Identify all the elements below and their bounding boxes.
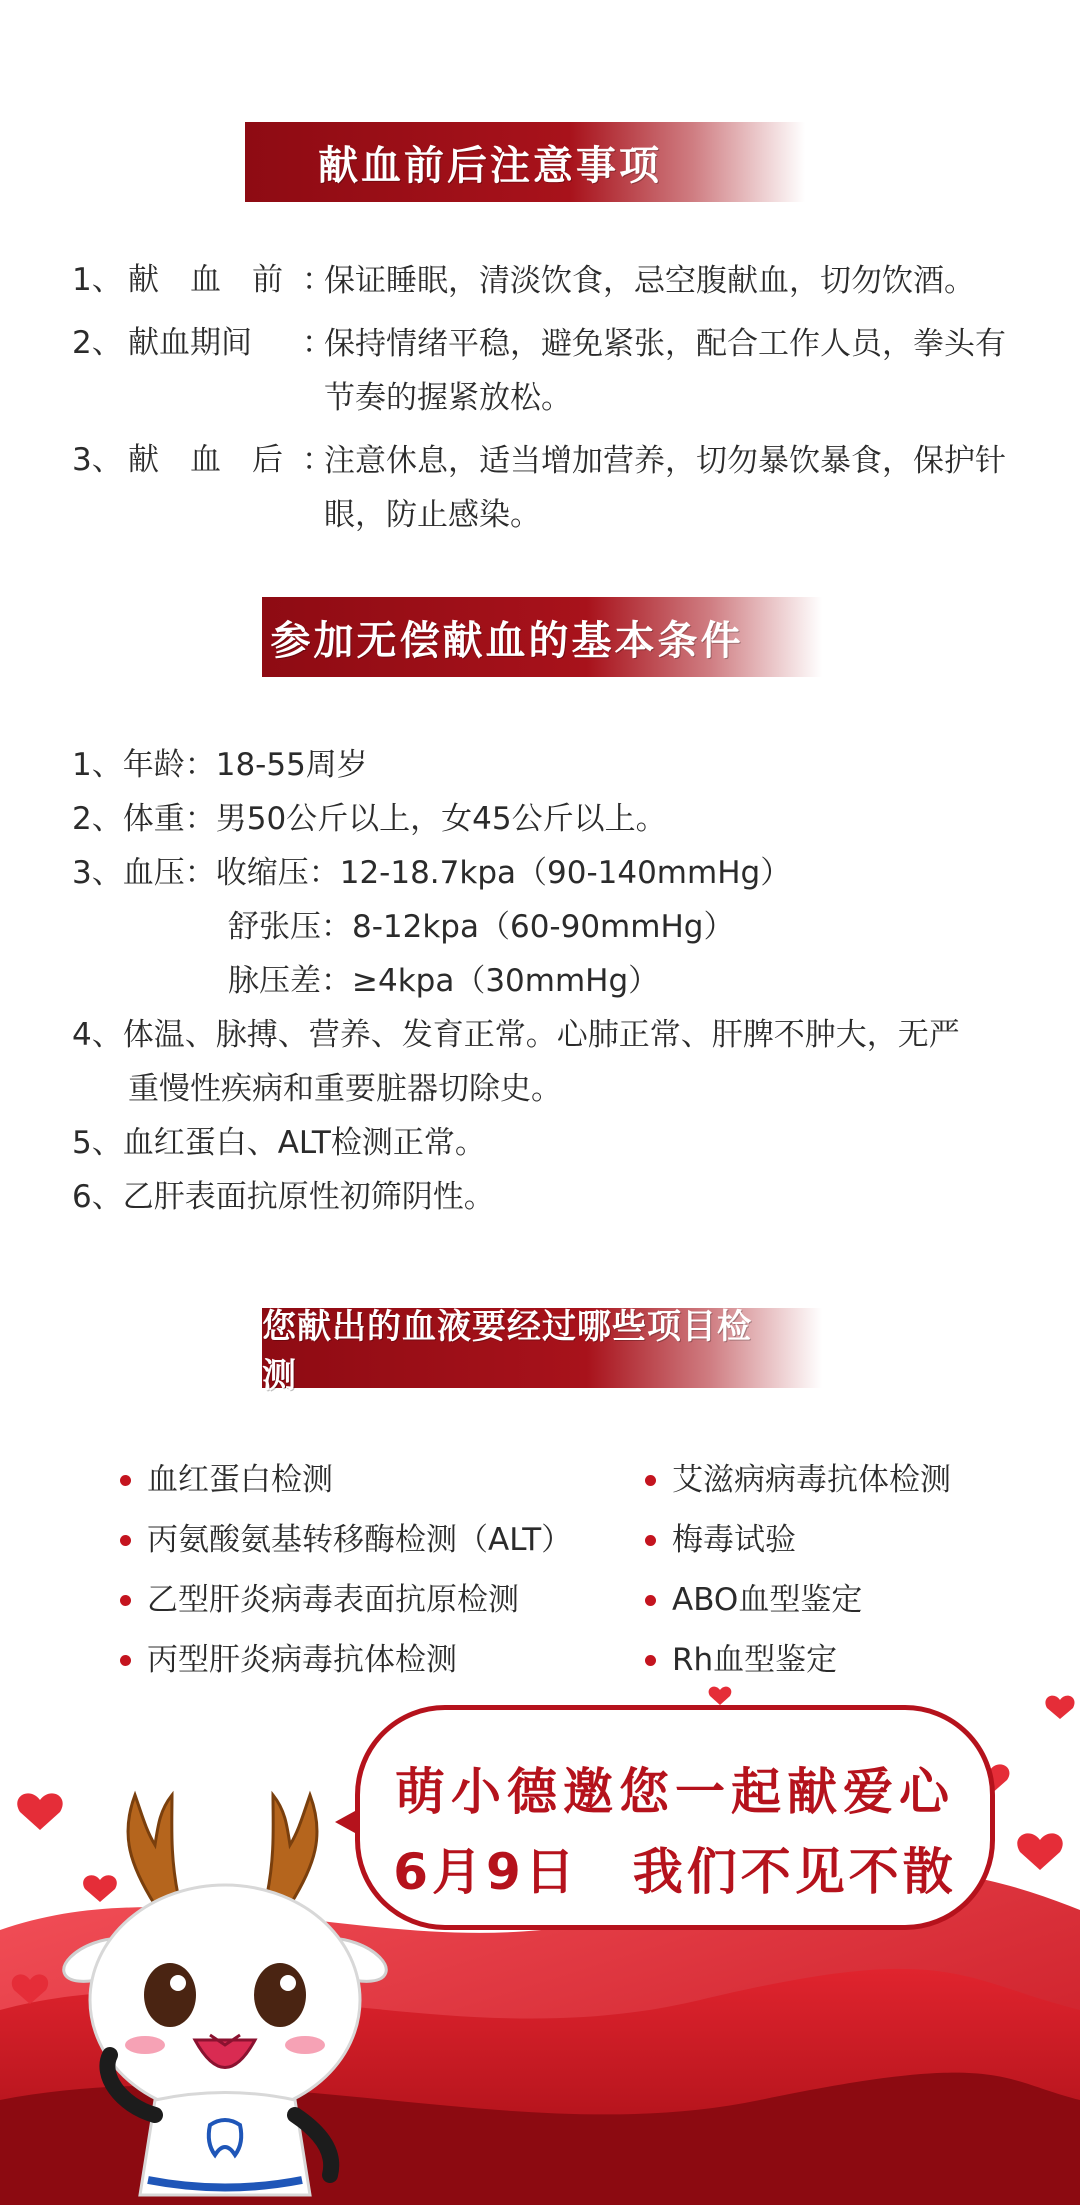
item-label: 献 血 后 xyxy=(128,442,283,478)
item-colon: ： xyxy=(302,442,333,478)
condition-line: 2、体重：男50公斤以上，女45公斤以上。 xyxy=(72,801,667,837)
bullet-dot xyxy=(120,1595,131,1606)
item-label: 献血期间 xyxy=(128,325,252,361)
bullet-dot xyxy=(120,1655,131,1666)
test-name: 艾滋病病毒抗体检测 xyxy=(672,1462,951,1498)
list-item xyxy=(72,442,1022,542)
item-text: 保证睡眠，清淡饮食，忌空腹献血，切勿饮酒。 xyxy=(324,263,975,299)
bullet-dot xyxy=(120,1535,131,1546)
test-name: 梅毒试验 xyxy=(672,1522,796,1558)
item-text: 注意休息，适当增加营养，切勿暴饮暴食，保护针眼，防止感染。 xyxy=(324,443,1006,533)
heart-icon xyxy=(12,1974,48,2004)
list-item xyxy=(645,1570,951,1630)
condition-line: 5、血红蛋白、ALT检测正常。 xyxy=(72,1125,486,1161)
item-text: 保持情绪平稳，避免紧张，配合工作人员，拳头有节奏的握紧放松。 xyxy=(324,326,1006,416)
list-item xyxy=(72,262,1022,308)
condition-line: 脉压差：≥4kpa（30mmHg） xyxy=(228,963,660,999)
item-number: 2、 xyxy=(72,325,123,361)
banner-title: 献血前后注意事项 xyxy=(318,142,662,189)
item-number: 3、 xyxy=(72,442,123,478)
precautions-list xyxy=(72,262,1022,559)
item-colon: ： xyxy=(302,262,333,298)
bullet-dot xyxy=(120,1475,131,1486)
heart-icon xyxy=(709,1687,732,1705)
conditions-list xyxy=(72,738,1032,1224)
condition-line: 6、乙肝表面抗原性初筛阴性。 xyxy=(72,1179,495,1215)
banner-title: 参加无偿献血的基本条件 xyxy=(270,617,744,664)
bullet-dot xyxy=(645,1655,656,1666)
test-name: 丙型肝炎病毒抗体检测 xyxy=(147,1642,457,1678)
condition-line: 4、体温、脉搏、营养、发育正常。心肺正常、肝脾不肿大，无严 xyxy=(72,1017,960,1053)
tests-column-right xyxy=(645,1450,951,1690)
test-name: ABO血型鉴定 xyxy=(672,1582,863,1618)
bubble-date-text: 6月9日 我们不见不散 xyxy=(393,1843,957,1901)
item-number: 1、 xyxy=(72,262,123,298)
list-item xyxy=(120,1570,572,1630)
condition-line: 1、年龄：18-55周岁 xyxy=(72,747,368,783)
test-name: 丙氨酸氨基转移酶检测（ALT） xyxy=(147,1522,573,1558)
item-colon: ： xyxy=(302,325,333,361)
bullet-dot xyxy=(645,1475,656,1486)
condition-line: 舒张压：8-12kpa（60-90mmHg） xyxy=(228,909,735,945)
test-name: 血红蛋白检测 xyxy=(147,1462,333,1498)
test-name: 乙型肝炎病毒表面抗原检测 xyxy=(147,1582,519,1618)
heart-icon xyxy=(1017,1833,1062,1870)
list-item xyxy=(645,1510,951,1570)
condition-line: 3、血压：收缩压：12-18.7kpa（90-140mmHg） xyxy=(72,855,792,891)
deer-mascot-illustration xyxy=(60,1755,390,2205)
section-banner-tests xyxy=(262,1307,822,1396)
condition-line: 重慢性疾病和重要脏器切除史。 xyxy=(128,1071,562,1107)
test-name: Rh血型鉴定 xyxy=(672,1642,838,1678)
bullet-dot xyxy=(645,1535,656,1546)
tests-column-left xyxy=(120,1450,572,1690)
section-banner-conditions xyxy=(262,597,822,677)
speech-bubble xyxy=(355,1705,995,1930)
bullet-dot xyxy=(645,1595,656,1606)
banner-title: 您献出的血液要经过哪些项目检测 xyxy=(262,1307,752,1396)
heart-icon xyxy=(1045,1696,1074,1719)
list-item xyxy=(645,1450,951,1510)
list-item xyxy=(120,1450,572,1510)
heart-icon xyxy=(17,1793,62,1830)
section-banner-precautions xyxy=(245,122,805,202)
item-label: 献 血 前 xyxy=(128,262,283,298)
list-item xyxy=(72,325,1022,425)
list-item xyxy=(120,1510,572,1570)
bubble-invite-text: 萌小德邀您一起献爱心 xyxy=(395,1763,955,1821)
